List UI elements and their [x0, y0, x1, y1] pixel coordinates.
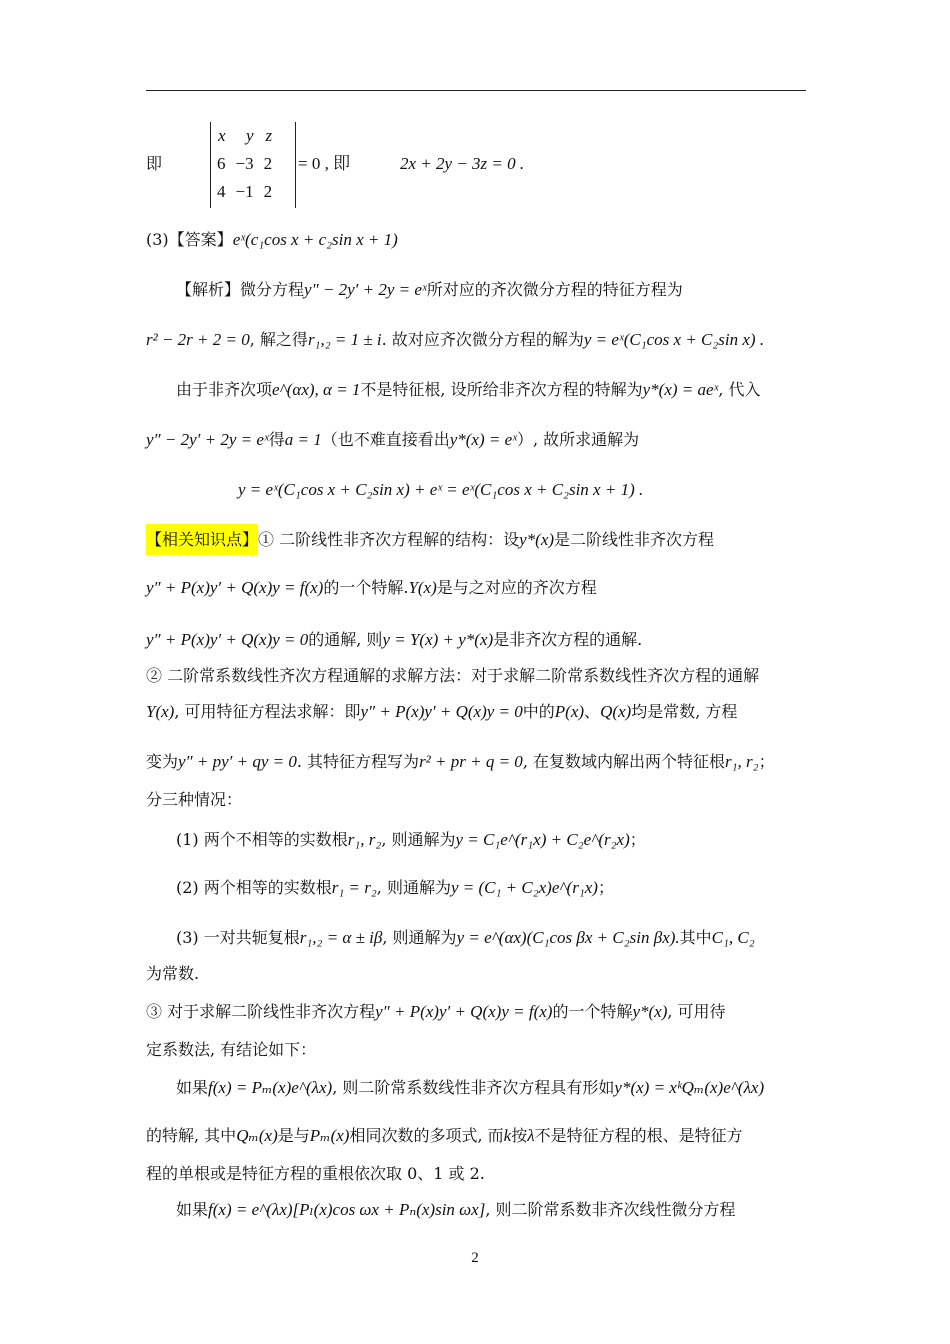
knowledge-line-13: 如果f(x) = e^(λx)[Pₗ(x)cos ωx + Pₙ(x)sin ωx], 则二阶常系数非齐次线性微分方程 — [176, 1200, 736, 1219]
det-cell: 4 — [217, 182, 226, 201]
text-line: 即 — [146, 154, 163, 173]
knowledge-line-10: 如果f(x) = Pₘ(x)e^(λx), 则二阶常系数线性非齐次方程具有形如y*(x) = xᵏQₘ(x)e^(λx) — [176, 1078, 765, 1097]
knowledge-line-5: Y(x), 可用特征方程法求解：即y″ + P(x)y′ + Q(x)y = 0中的P(x)、Q(x)均是常数, 方程 — [146, 702, 738, 721]
det-cell: −3 — [235, 154, 254, 173]
knowledge-line-7: 分三种情况： — [146, 790, 243, 809]
analysis-line-5: y = eˣ(C₁cos x + C₂sin x) + eˣ = eˣ(C₁cos x + C₂sin x + 1) . — [238, 480, 644, 499]
text-line: = 0 , 即 — [298, 154, 351, 173]
knowledge-line-2: y″ + P(x)y′ + Q(x)y = f(x)的一个特解.Y(x)是与之对应的齐次方程 — [146, 578, 597, 597]
page-number: 2 — [471, 1250, 479, 1266]
case-2: (2) 两个相等的实数根r₁ = r₂, 则通解为y = (C₁ + C₂x)e^(r₁x)； — [176, 878, 614, 897]
det-cell: x — [217, 126, 226, 145]
knowledge-line-12: 程的单根或是特征方程的重根依次取 0、1 或 2. — [146, 1164, 485, 1183]
analysis-line-4: y″ − 2y′ + 2y = eˣ得a = 1（也不难直接看出y*(x) = eˣ）, 故所求通解为 — [146, 430, 640, 449]
det-cell: y — [246, 126, 254, 145]
determinant — [210, 122, 296, 208]
det-cell: z — [265, 126, 273, 145]
analysis-line-1: 【解析】微分方程y″ − 2y′ + 2y = eˣ所对应的齐次微分方程的特征方程为 — [176, 280, 683, 299]
knowledge-line-6: 变为y″ + py′ + qy = 0. 其特征方程写为r² + pr + q = 0, 在复数域内解出两个特征根r₁, r₂； — [146, 752, 775, 771]
det-cell: 2 — [263, 154, 273, 173]
highlight-label: 【相关知识点】 — [146, 524, 258, 555]
knowledge-line-1: 【相关知识点】① 二阶线性非齐次方程解的结构：设y*(x)是二阶线性非齐次方程 — [146, 530, 714, 550]
det-cell: 6 — [217, 154, 226, 173]
knowledge-line-8: ③ 对于求解二阶线性非齐次方程y″ + P(x)y′ + Q(x)y = f(x)的一个特解y*(x), 可用待 — [146, 1002, 726, 1021]
det-cell: −1 — [235, 182, 254, 201]
equation: 2x + 2y − 3z = 0 . — [400, 154, 525, 173]
case-3: (3) 一对共轭复根r₁,₂ = α ± iβ, 则通解为y = e^(αx)(C₁cos βx + C₂sin βx).其中C₁, C₂ — [176, 928, 755, 947]
knowledge-line-3: y″ + P(x)y′ + Q(x)y = 0的通解, 则y = Y(x) + y*(x)是非齐次方程的通解. — [146, 630, 643, 649]
analysis-line-2: r² − 2r + 2 = 0, 解之得r₁,₂ = 1 ± i. 故对应齐次微分方程的解为y = eˣ(C₁cos x + C₂sin x) . — [146, 330, 765, 349]
analysis-line-3: 由于非齐次项e^(αx), α = 1不是特征根, 设所给非齐次方程的特解为y*(x) = aeˣ, 代入 — [176, 380, 761, 399]
knowledge-line-4: ② 二阶常系数线性齐次方程通解的求解方法：对于求解二阶常系数线性齐次方程的通解 — [146, 666, 760, 685]
case-3-cont: 为常数. — [146, 964, 200, 983]
knowledge-line-9: 定系数法, 有结论如下： — [146, 1040, 317, 1059]
det-cell: 2 — [263, 182, 273, 201]
case-1: (1) 两个不相等的实数根r₁, r₂, 则通解为y = C₁e^(r₁x) + C₂e^(r₂x)； — [176, 830, 646, 849]
answer-line: (3)【答案】eˣ(c₁cos x + c₂sin x + 1) — [146, 230, 398, 249]
knowledge-line-11: 的特解, 其中Qₘ(x)是与Pₘ(x)相同次数的多项式, 而k按λ不是特征方程的根、是特征方 — [146, 1126, 743, 1145]
header-rule — [146, 90, 806, 91]
